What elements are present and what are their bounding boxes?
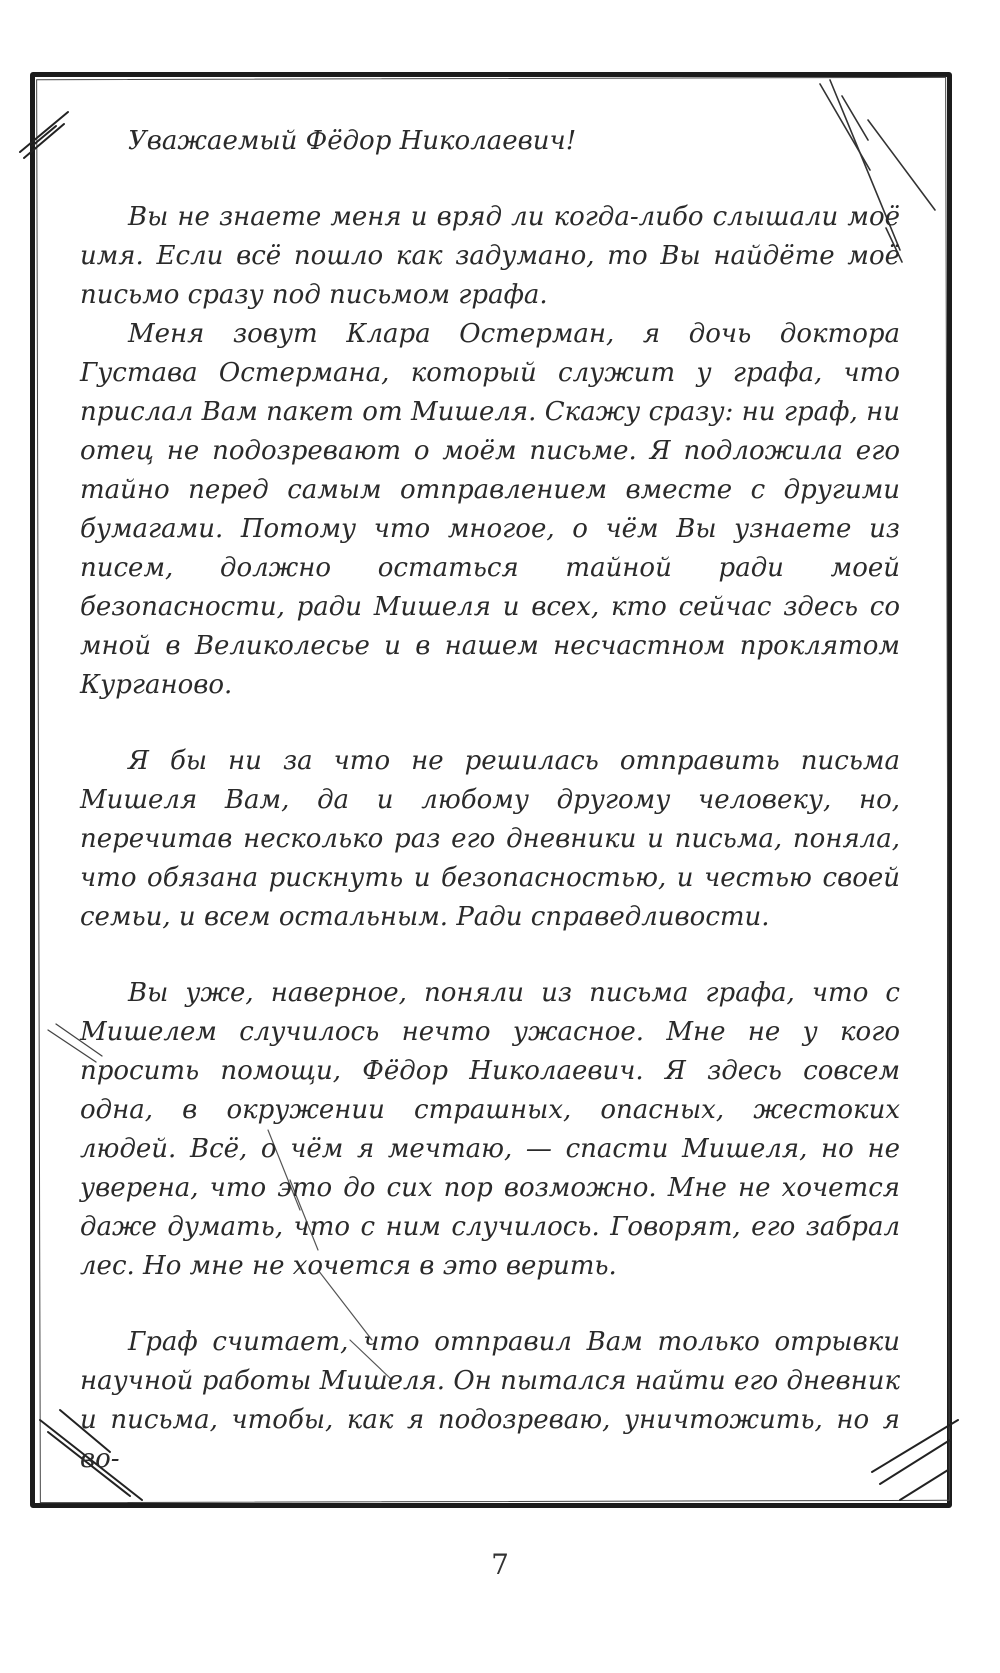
letter-paragraph-5: Граф считает, что отправил Вам только отрывки научной работы Мишеля. Он пытался найти его дневник и письма, чтобы, как я подозреваю, уничтожить, но я во- xyxy=(80,1327,900,1474)
letter-paragraph-4: Вы уже, наверное, поняли из письма графа, что с Мишелем случилось нечто ужасное. Мне не у кого просить помощи, Фёдор Николаевич. Я здесь совсем одна, в окружении страшных, опасных, жестоких людей. Всё, о чём я мечтаю, — спасти Мишеля, но не уверена, что это до сих пор возможно. Мне не хочется даже думать, что с ним случилось. Говорят, его забрал лес. Но мне не хочется в это верить. xyxy=(80,978,900,1281)
letter-paragraph-1: Вы не знаете меня и вряд ли когда-либо слышали моё имя. Если всё пошло как задумано, то Вы найдёте моё письмо сразу под письмом графа. xyxy=(80,202,900,310)
page-number: 7 xyxy=(491,1548,509,1581)
letter-salutation: Уважаемый Фёдор Николаевич! xyxy=(128,126,577,156)
letter-paragraph-2: Меня зовут Клара Остерман, я дочь доктора Густава Остермана, который служит у графа, что прислал Вам пакет от Мишеля. Скажу сразу: ни граф, ни отец не подозревают о моём письме. Я подложила его тайно перед самым отправлением вместе с другими бумагами. Потому что многое, о чём Вы узнаете из писем, должно остаться тайной ради моей безопасности, ради Мишеля и всех, кто сейчас здесь со мной в Великолесье и в нашем несчастном проклятом Курганово. xyxy=(80,319,900,700)
letter-paragraph-3: Я бы ни за что не решилась отправить письма Мишеля Вам, да и любому другому человеку, но, перечитав несколько раз его дневники и письма, поняла, что обязана рискнуть и безопасностью, и честью своей семьи, и всем остальным. Ради справедливости. xyxy=(80,746,900,932)
letter-body xyxy=(80,122,900,1479)
